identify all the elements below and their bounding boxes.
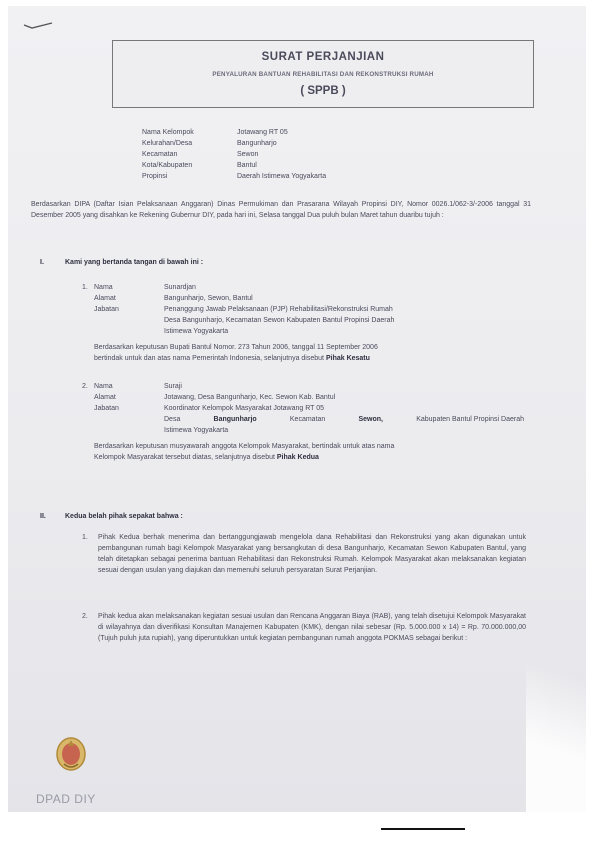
location-label: Kota/Kabupaten [142,162,193,169]
document-page [8,6,586,812]
field-value: Penanggung Jawab Pelaksanaan (PJP) Rehabilitasi/Rekonstruksi Rumah [164,306,393,313]
location-value: Daerah Istimewa Yogyakarta [237,173,327,180]
location-label: Kecamatan [142,151,178,158]
field-value: Istimewa Yogyakarta [164,328,229,335]
field-value: Desa Bangunharjo Kecamatan Sewon, Kabupaten Bantul Propinsi Daerah [164,416,524,423]
location-label: Nama Kelompok [142,129,194,136]
party-label: Pihak Kedua [276,454,319,461]
field-value: Jotawang, Desa Bangunharjo, Kec. Sewon Kab. Bantul [164,394,336,401]
item-number: 2. [82,613,88,620]
field-label: Alamat [94,295,116,302]
footer-line [381,828,465,830]
pen-mark [22,20,54,32]
field-value: Sunardjan [164,284,196,291]
field-value: Suraji [164,383,182,390]
basis-text: Kelompok Masyarakat tersebut diatas, selanjutnya disebut Pihak Kedua [94,454,319,461]
field-label: Nama [94,284,113,291]
intro-paragraph: Berdasarkan DIPA (Daftar Isian Pelaksanaan Anggaran) Dinas Permukiman dan Prasarana Wilayah Propinsi DIY, Nomor 0026.1/062-3/-2006 tanggal 31 Desember 2005 yang disahkan ke Rekening Gubernur DIY, pada hari ini, Selasa tanggal Dua puluh bulan Maret tahun duaribu tujuh : [31,201,531,219]
item-text: Pihak Kedua berhak menerima dan bertanggungjawab mengelola dana Rehabilitasi dan Rekonstruksi yang akan digunakan untuk pembangunan rumah bagi Kelompok Masyarakat yang bersangkutan di desa Bangunharjo, Kecamatan Sewon Kabupaten Bantul, yang telah ditetapkan sebagai penerima bantuan Rehabilitasi dan Rekonstruksi Rumah. Kelompok Masyarakat akan melaksanakan kegiatan sesuai dengan usulan yang diajukan dan memenuhi seluruh persyaratan Surat Perjanjian. [98,534,526,574]
party-label: Pihak Kesatu [325,355,370,362]
section-number: I. [40,259,44,266]
document-subtitle: PENYALURAN BANTUAN REHABILITASI DAN REKONSTRUKSI RUMAH [212,71,434,78]
field-label: Jabatan [94,306,119,313]
document-title: SURAT PERJANJIAN [261,51,385,63]
field-value: Istimewa Yogyakarta [164,427,229,434]
field-label: Jabatan [94,405,119,412]
location-label: Kelurahan/Desa [142,140,193,147]
location-value: Bantul [237,162,257,169]
section-heading: Kami yang bertanda tangan di bawah ini : [65,259,204,266]
field-value: Desa Bangunharjo, Kecamatan Sewon Kabupaten Bantul Propinsi Daerah [164,317,395,324]
document-code: ( SPPB ) [300,85,346,97]
field-value: Bangunharjo, Sewon, Bantul [164,295,253,302]
basis-text: Berdasarkan keputusan musyawarah anggota Kelompok Masyarakat, bertindak untuk atas nama [94,443,395,450]
basis-text: bertindak untuk dan atas nama Pemerintah Indonesia, selanjutnya disebut Pihak Kesatu [94,355,370,362]
field-label: Nama [94,383,113,390]
coat-of-arms-seal-icon [54,734,88,772]
location-label: Propinsi [142,173,168,180]
section-heading: Kedua belah pihak sepakat bahwa : [65,513,183,520]
location-value: Bangunharjo [237,140,277,147]
party-number: 1. [82,284,88,291]
location-value: Sewon [237,151,259,158]
field-label: Alamat [94,394,116,401]
document-header [112,40,534,108]
page-fold-shadow [526,566,586,826]
field-value: Koordinator Kelompok Masyarakat Jotawang RT 05 [164,405,325,412]
section-number: II. [40,513,46,520]
location-value: Jotawang RT 05 [237,129,288,136]
watermark: DPAD DIY [36,792,96,806]
party-number: 2. [82,383,88,390]
item-text: Pihak kedua akan melaksanakan kegiatan sesuai usulan dan Rencana Anggaran Biaya (RAB), yang telah disetujui Kelompok Masyarakat di wilayahnya dan diverifikasi Konsultan Manajemen Kabupaten (KMK), dengan nilai sebesar (Rp. 5.000.000 x 14) = Rp. 70.000.000,00 (Tujuh puluh juta rupiah), yang diperuntukkan untuk kegiatan pembangunan rumah anggota POKMAS sebagai berikut : [98,613,526,642]
basis-text: Berdasarkan keputusan Bupati Bantul Nomor. 273 Tahun 2006, tanggal 11 September 2006 [94,344,378,351]
item-number: 1. [82,534,88,541]
